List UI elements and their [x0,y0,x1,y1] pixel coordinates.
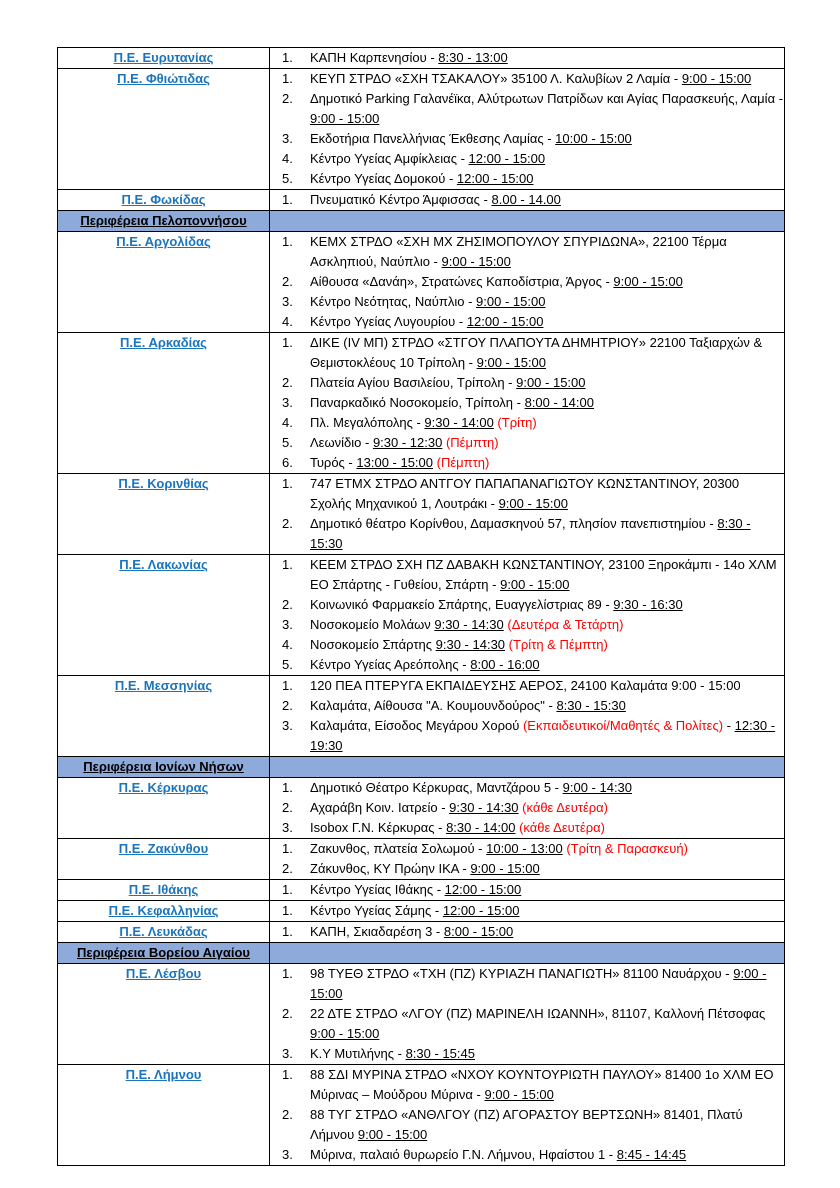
location-item [270,232,784,272]
time-range: 8:30 - 15:30 [310,516,751,551]
text-segment: Τυρός - [310,455,357,470]
text-segment: ΚΕΥΠ ΣΤΡΔΟ «ΣΧΗ ΤΣΑΚΑΛΟΥ» 35100 Λ. Καλυβίων 2 Λαμία - [310,71,682,86]
region-row [58,1065,785,1166]
location-item [270,129,784,149]
time-range: 9:30 - 12:30 [372,435,443,450]
text-segment: Κέντρο Υγείας Αρεόπολης - [310,657,471,672]
text-segment: Κέντρο Υγείας Σάμης - [310,903,443,918]
text-segment: ΚΕΕΜ ΣΤΡΔΟ ΣΧΗ ΠΖ ΔΑΒΑΚΗ ΚΩΝΣΤΑΝΤΙΝΟΥ, 23100 Ξηροκάμπι - 14ο ΧΛΜ ΕΟ Σπάρτης - Γυθείου, Σπάρτη - [310,557,777,592]
region-name-cell [58,333,270,474]
region-group-header-cell [58,211,270,232]
time-range: 8:00 - 16:00 [470,657,540,672]
time-range: 9:00 - 15:00 [500,577,570,592]
location-list [270,190,784,210]
region-name-cell [58,778,270,839]
day-note: (κάθε Δευτέρα) [518,800,609,815]
time-range: 9:30 - 14:30 [449,800,519,815]
region-row [58,555,785,676]
region-row [58,474,785,555]
time-range: 9:00 - 15:00 [516,375,586,390]
location-item [270,922,784,942]
time-range: 10:00 - 15:00 [555,131,632,146]
time-range: 9:00 - 15:00 [310,1026,380,1041]
day-note: (κάθε Δευτέρα) [515,820,605,835]
region-name-cell [58,964,270,1065]
time-range: 9:00 - 15:00 [681,71,752,86]
location-item [270,635,784,655]
text-segment: Πλ. Μεγαλόπολης - [310,415,425,430]
time-range: 8:00 - 15:00 [443,924,514,939]
location-item [270,555,784,595]
region-row [58,964,785,1065]
location-list [270,922,784,942]
location-list [270,778,784,838]
location-item [270,839,784,859]
day-note: (Τρίτη & Παρασκευή) [562,841,688,856]
region-group-label: Περιφέρεια Βορείου Αιγαίου [77,945,250,960]
text-segment: Δημοτικό Parking Γαλανέϊκα, Αλύτρωτων Πατρίδων και Αγίας Παρασκευής, Λαμία - [310,91,784,106]
locations-cell [270,1065,785,1166]
location-item [270,859,784,879]
location-item [270,413,784,433]
text-segment: Κέντρο Νεότητας, Ναύπλιο - [310,294,477,309]
time-range: 12:30 - 19:30 [310,718,776,753]
time-range: 13:00 - 15:00 [356,455,434,470]
text-segment: 120 ΠΕΑ ΠΤΕΡΥΓΑ ΕΚΠΑΙΔΕΥΣΗΣ ΑΕΡΟΣ, 24100 Καλαμάτα 9:00 - 15:00 [310,678,741,693]
region-link[interactable]: Π.Ε. Ευρυτανίας [113,50,214,65]
text-segment: Νοσοκομείο Σπάρτης [310,637,436,652]
location-item [270,880,784,900]
region-link[interactable]: Π.Ε. Αργολίδας [116,234,211,249]
region-row [58,901,785,922]
region-group-header-cell [58,757,270,778]
location-list [270,232,784,332]
day-note: (Τρίτη & Πέμπτη) [505,637,608,652]
location-item [270,595,784,615]
day-note: (Δευτέρα & Τετάρτη) [503,617,624,632]
day-note: (Τρίτη) [493,415,537,430]
text-segment: Ζάκυνθος, ΚΥ Πρώην ΙΚΑ - [310,861,471,876]
region-name-cell [58,839,270,880]
location-item [270,818,784,838]
text-segment: ΚΑΠΗ, Σκιαδαρέση 3 - [310,924,444,939]
region-row [58,333,785,474]
text-segment: 22 ΔΤΕ ΣΤΡΔΟ «ΛΓΟΥ (ΠΖ) ΜΑΡΙΝΕΛΗ ΙΩΑΝΝΗ», 81107, Καλλονή Πέτσοφας [310,1006,766,1021]
location-item [270,69,784,89]
region-group-header-row [58,943,785,964]
region-name-cell [58,555,270,676]
time-range: 12:00 - 15:00 [442,903,520,918]
locations-cell [270,839,785,880]
location-item [270,1105,784,1145]
region-group-label: Περιφέρεια Ιονίων Νήσων [83,759,244,774]
time-range: 8:30 - 13:00 [438,50,508,65]
time-range: 9:00 - 15:00 [310,111,380,126]
region-name-cell [58,676,270,757]
text-segment: Κέντρο Υγείας Δομοκού - [310,171,457,186]
region-link[interactable]: Π.Ε. Ιθάκης [128,882,199,897]
region-name-cell [58,69,270,190]
location-item [270,333,784,373]
region-row [58,839,785,880]
region-row [58,922,785,943]
region-link[interactable]: Π.Ε. Ζακύνθου [118,841,209,856]
location-item [270,169,784,189]
time-range: 8.00 - 14.00 [491,192,561,207]
region-name-cell [58,901,270,922]
text-segment: Δημοτικό Θέατρο Κέρκυρας, Μαντζάρου 5 - [310,780,563,795]
time-range: 8:30 - 15:30 [556,698,626,713]
time-range: 9:30 - 14:30 [435,637,506,652]
location-item [270,312,784,332]
region-row [58,190,785,211]
text-segment: Νοσοκομείο Μολάων [310,617,435,632]
time-range: 9:00 - 15:00 [476,294,546,309]
time-range: 8:00 - 14:00 [524,395,594,410]
text-segment: - [723,718,735,733]
location-list [270,48,784,68]
region-name-cell [58,190,270,211]
location-item [270,615,784,635]
time-range: 9:30 - 14:00 [424,415,494,430]
text-segment: ΚΑΠΗ Καρπενησίου - [310,50,439,65]
time-range: 12:00 - 15:00 [456,171,534,186]
region-row [58,880,785,901]
text-segment: Πνευματικό Κέντρο Άμφισσας - [310,192,492,207]
text-segment: Κέντρο Υγείας Αμφίκλειας - [310,151,469,166]
region-row [58,676,785,757]
location-list [270,964,784,1064]
region-name-cell [58,922,270,943]
time-range: 12:00 - 15:00 [468,151,546,166]
locations-cell [270,48,785,69]
text-segment: Ζακυνθος, πλατεία Σολωμού - [310,841,487,856]
time-range: 9:00 - 15:00 [357,1127,428,1142]
time-range: 12:00 - 15:00 [466,314,544,329]
region-row [58,48,785,69]
region-group-header-row [58,757,785,778]
text-segment: 747 ΕΤΜΧ ΣΤΡΔΟ ΑΝΤΓΟΥ ΠΑΠΑΠΑΝΑΓΙΩΤΟΥ ΚΩΝΣΤΑΝΤΙΝΟΥ, 20300 Σχολής Μηχανικού 1, Λουτράκι - [310,476,740,511]
locations-cell [270,778,785,839]
region-name-cell [58,1065,270,1166]
time-range: 10:00 - 13:00 [486,841,563,856]
region-link[interactable]: Π.Ε. Λευκάδας [119,924,208,939]
time-range: 9:00 - 14:30 [562,780,633,795]
locations-cell [270,964,785,1065]
location-item [270,393,784,413]
time-range: 9:00 - 15:00 [498,496,568,511]
region-group-header-spacer [270,943,785,964]
location-item [270,453,784,473]
time-range: 8:45 - 14:45 [616,1147,687,1162]
locations-cell [270,190,785,211]
text-segment: Isobox Γ.Ν. Κέρκυρας - [310,820,447,835]
time-range: 9:00 - 15:00 [476,355,547,370]
location-item [270,1044,784,1064]
location-list [270,901,784,921]
text-segment: Εκδοτήρια Πανελλήνιας Έκθεσης Λαμίας - [310,131,556,146]
location-item [270,292,784,312]
location-item [270,272,784,292]
location-item [270,433,784,453]
text-segment: 88 ΣΔΙ ΜΥΡΙΝΑ ΣΤΡΔΟ «ΝΧΟΥ ΚΟΥΝΤΟΥΡΙΩΤΗ ΠΑΥΛΟΥ» 81400 1ο ΧΛΜ ΕΟ Μύρινας – Μούδρου Μύρινα - [310,1067,774,1102]
text-segment: Αίθουσα «Δανάη», Στρατώνες Καποδίστρια, Άργος - [310,274,614,289]
text-segment: Μύρινα, παλαιό θυρωρείο Γ.Ν. Λήμνου, Ηφαίστου 1 - [310,1147,617,1162]
text-segment: Λεωνίδιο - [310,435,373,450]
region-group-header-spacer [270,211,785,232]
location-item [270,655,784,675]
region-group-header-row [58,211,785,232]
location-item [270,89,784,129]
region-link[interactable]: Π.Ε. Λακωνίας [119,557,208,572]
region-link[interactable]: Π.Ε. Φωκίδας [121,192,206,207]
time-range: 12:00 - 15:00 [444,882,522,897]
day-note: (Πέμπτη) [442,435,499,450]
time-range: 8:30 - 14:00 [446,820,516,835]
time-range: 8:30 - 15:45 [405,1046,475,1061]
location-list [270,880,784,900]
region-group-header-spacer [270,757,785,778]
text-segment: Καλαμάτα, Είσοδος Μεγάρου Χορού [310,718,523,733]
region-link[interactable]: Π.Ε. Λέσβου [125,966,202,981]
day-note: (Πέμπτη) [433,455,490,470]
region-row [58,69,785,190]
text-segment: 88 ΤΥΓ ΣΤΡΔΟ «ΑΝΘΛΓΟΥ (ΠΖ) ΑΓΟΡΑΣΤΟΥ ΒΕΡΤΣΩΝΗ» 81401, Πλατύ Λήμνου [310,1107,743,1142]
region-name-cell [58,232,270,333]
location-item [270,1004,784,1044]
location-item [270,514,784,554]
region-group-header-cell [58,943,270,964]
text-segment: Αχαράβη Κοιν. Ιατρείο - [310,800,450,815]
location-item [270,373,784,393]
regions-schedule-table [57,47,785,1166]
region-group-label: Περιφέρεια Πελοποννήσου [80,213,247,228]
location-item [270,474,784,514]
locations-cell [270,474,785,555]
location-list [270,69,784,189]
location-item [270,798,784,818]
day-note: (Εκπαιδευτικοί/Μαθητές & Πολίτες) [522,718,724,733]
locations-cell [270,232,785,333]
time-range: 9:00 - 15:00 [310,966,767,1001]
location-item [270,964,784,1004]
locations-cell [270,333,785,474]
regions-table-body [58,48,785,1166]
location-item [270,1145,784,1165]
region-name-cell [58,880,270,901]
text-segment: 98 ΤΥΕΘ ΣΤΡΔΟ «ΤΧΗ (ΠΖ) ΚΥΡΙΑΖΗ ΠΑΝΑΓΙΩΤΗ» 81100 Ναυάρχου - [310,966,734,981]
text-segment: Κοινωνικό Φαρμακείο Σπάρτης, Ευαγγελίστριας 89 - [310,597,614,612]
text-segment: Κέντρο Υγείας Ιθάκης - [310,882,445,897]
text-segment: Παναρκαδικό Νοσοκομείο, Τρίπολη - [310,395,525,410]
text-segment: Πλατεία Αγίου Βασιλείου, Τρίπολη - [310,375,517,390]
location-item [270,696,784,716]
text-segment: Δημοτικό θέατρο Κορίνθου, Δαμασκηνού 57, πλησίον πανεπιστημίου - [310,516,718,531]
location-item [270,190,784,210]
time-range: 9:30 - 14:30 [434,617,504,632]
location-list [270,555,784,675]
time-range: 9:00 - 15:00 [613,274,683,289]
time-range: 9:30 - 16:30 [613,597,683,612]
location-list [270,676,784,756]
text-segment: ΔΙΚΕ (IV ΜΠ) ΣΤΡΔΟ «ΣΤΓΟΥ ΠΛΑΠΟΥΤΑ ΔΗΜΗΤΡΙΟΥ» 22100 Ταξιαρχών & Θεμιστοκλέους 10 Τρίπολη - [310,335,763,370]
region-link[interactable]: Π.Ε. Φθιώτιδας [117,71,210,86]
locations-cell [270,922,785,943]
location-list [270,839,784,879]
region-row [58,232,785,333]
locations-cell [270,555,785,676]
region-name-cell [58,474,270,555]
region-link[interactable]: Π.Ε. Κορινθίας [118,476,209,491]
region-link[interactable]: Π.Ε. Κέρκυρας [118,780,209,795]
region-link[interactable]: Π.Ε. Μεσσηνίας [114,678,213,693]
region-row [58,778,785,839]
region-link[interactable]: Π.Ε. Λήμνου [125,1067,202,1082]
region-link[interactable]: Π.Ε. Κεφαλληνίας [108,903,219,918]
region-link[interactable]: Π.Ε. Αρκαδίας [120,335,207,350]
text-segment: Κέντρο Υγείας Λυγουρίου - [310,314,467,329]
location-list [270,474,784,554]
time-range: 9:00 - 15:00 [441,254,511,269]
location-item [270,1065,784,1105]
text-segment: ΚΕΜΧ ΣΤΡΔΟ «ΣΧΗ ΜΧ ΖΗΣΙΜΟΠΟΥΛΟΥ ΣΠΥΡΙΔΩΝΑ», 22100 Τέρμα Ασκληπιού, Ναύπλιο - [310,234,727,269]
location-item [270,778,784,798]
time-range: 9:00 - 15:00 [484,1087,554,1102]
location-list [270,333,784,473]
locations-cell [270,880,785,901]
region-name-cell [58,48,270,69]
locations-cell [270,69,785,190]
time-range: 9:00 - 15:00 [470,861,540,876]
location-item [270,901,784,921]
location-item [270,676,784,696]
location-item [270,716,784,756]
location-item [270,149,784,169]
locations-cell [270,901,785,922]
text-segment: Κ.Υ Μυτιλήνης - [310,1046,406,1061]
locations-cell [270,676,785,757]
location-list [270,1065,784,1165]
text-segment: Καλαμάτα, Αίθουσα "Α. Κουμουνδούρος" - [310,698,557,713]
location-item [270,48,784,68]
